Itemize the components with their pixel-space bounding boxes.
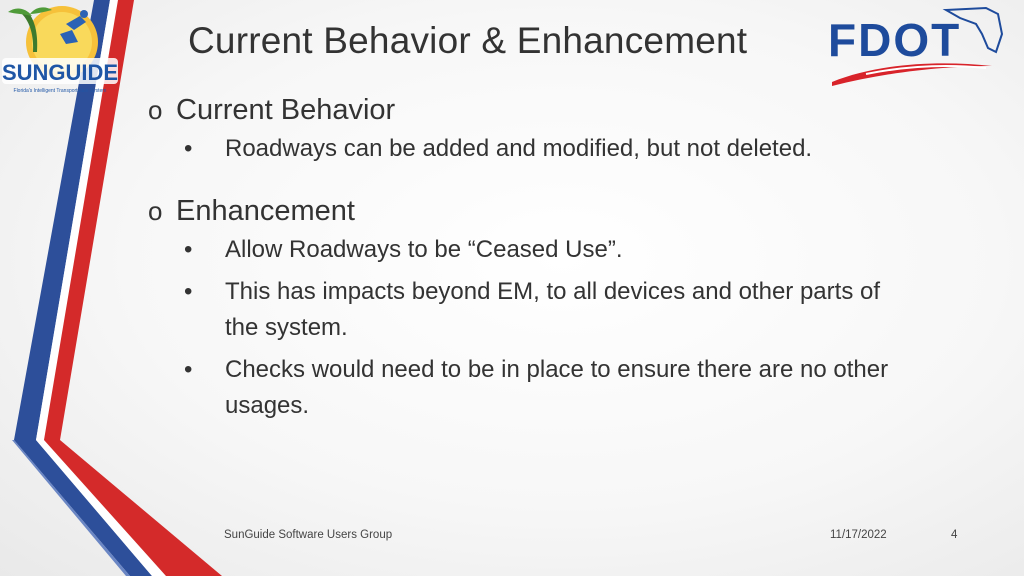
list-item bbox=[148, 274, 948, 346]
footer-organization: SunGuide Software Users Group bbox=[224, 529, 393, 541]
section-heading: Current Behavior bbox=[176, 94, 396, 126]
section-marker: o bbox=[148, 95, 163, 125]
svg-text:Florida's Intelligent Transpor: Florida's Intelligent Transportation System bbox=[13, 88, 107, 94]
bullet-icon: • bbox=[184, 236, 193, 263]
bullet-icon: • bbox=[184, 356, 193, 383]
bullet-text: Allow Roadways to be “Ceased Use”. bbox=[225, 236, 623, 263]
slide-content bbox=[148, 94, 948, 452]
bullet-icon: • bbox=[184, 135, 193, 162]
svg-text:FDOT: FDOT bbox=[828, 14, 962, 66]
bullet-text: This has impacts beyond EM, to all devices and other parts of the system. bbox=[225, 278, 880, 341]
footer-date: 11/17/2022 bbox=[830, 529, 887, 541]
bullet-text: Roadways can be added and modified, but not deleted. bbox=[225, 135, 813, 162]
sunguide-logo bbox=[0, 0, 122, 102]
bullet-text: Checks would need to be in place to ensure there are no other usages. bbox=[225, 356, 889, 419]
fdot-logo bbox=[826, 4, 1008, 86]
section-current-behavior bbox=[148, 94, 948, 167]
page-number: 4 bbox=[951, 529, 958, 541]
section-enhancement bbox=[148, 195, 948, 424]
bullet-icon: • bbox=[184, 278, 193, 305]
bullet-list bbox=[148, 131, 948, 167]
list-item bbox=[148, 131, 948, 167]
svg-text:SUNGUIDE: SUNGUIDE bbox=[1, 60, 119, 85]
list-item bbox=[148, 232, 948, 268]
list-item bbox=[148, 352, 948, 424]
section-heading: Enhancement bbox=[176, 195, 355, 227]
section-marker: o bbox=[148, 196, 163, 226]
bullet-list bbox=[148, 232, 948, 424]
slide-title: Current Behavior & Enhancement bbox=[188, 20, 748, 61]
